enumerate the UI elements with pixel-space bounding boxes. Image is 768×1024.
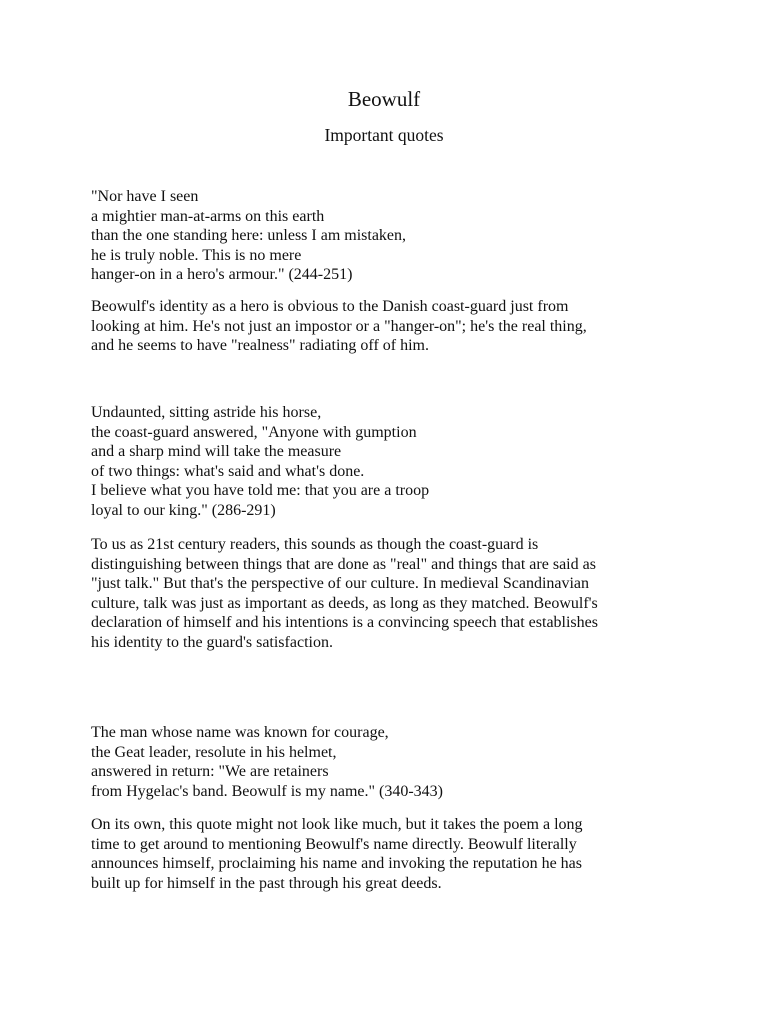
commentary-line: On its own, this quote might not look like much, but it takes the poem a long	[91, 816, 583, 833]
commentary-paragraph-1	[91, 297, 691, 356]
quote-line: he is truly noble. This is no mere	[91, 246, 302, 264]
quote-line: I believe what you have told me: that you are a troop	[91, 482, 430, 499]
commentary-line: built up for himself in the past through his great deeds.	[91, 874, 442, 892]
quote-line: loyal to our king." (286-291)	[91, 501, 276, 519]
commentary-line: "just talk." But that's the perspective of our culture. In medieval Scandinavian	[91, 575, 590, 592]
quote-line: hanger-on in a hero's armour." (244-251)	[91, 266, 353, 283]
commentary-line: To us as 21st century readers, this sounds as though the coast-guard is	[91, 536, 539, 553]
commentary-line: and he seems to have "realness" radiating off of him.	[91, 337, 429, 354]
quote-block-3	[91, 723, 691, 801]
commentary-line: Beowulf's identity as a hero is obvious to the Danish coast-guard just from	[91, 298, 569, 315]
commentary-line: announces himself, proclaiming his name and invoking the reputation he has	[91, 855, 582, 872]
quote-block-1	[91, 187, 691, 285]
quote-line: the coast-guard answered, "Anyone with gumption	[91, 423, 417, 441]
quote-line: and a sharp mind will take the measure	[91, 443, 342, 460]
quote-line: than the one standing here: unless I am mistaken,	[91, 227, 407, 244]
commentary-line: time to get around to mentioning Beowulf's name directly. Beowulf literally	[91, 835, 577, 853]
quote-line: answered in return: "We are retainers	[91, 763, 329, 780]
commentary-paragraph-2	[91, 535, 691, 652]
quote-line: a mightier man-at-arms on this earth	[91, 207, 325, 225]
quote-block-2	[91, 403, 691, 520]
quote-line: the Geat leader, resolute in his helmet,	[91, 743, 337, 761]
quote-line: The man whose name was known for courage,	[91, 724, 389, 741]
commentary-line: culture, talk was just as important as deeds, as long as they matched. Beowulf's	[91, 594, 598, 612]
commentary-line: distinguishing between things that are done as "real" and things that are said as	[91, 555, 596, 573]
commentary-line: declaration of himself and his intentions is a convincing speech that establishes	[91, 614, 598, 631]
commentary-line: his identity to the guard's satisfaction.	[91, 633, 333, 651]
quote-line: of two things: what's said and what's done.	[91, 462, 365, 480]
commentary-paragraph-3	[91, 815, 691, 893]
commentary-line: looking at him. He's not just an impostor or a "hanger-on"; he's the real thing,	[91, 317, 587, 335]
quote-line: from Hygelac's band. Beowulf is my name." (340-343)	[91, 782, 443, 800]
quote-line: Undaunted, sitting astride his horse,	[91, 404, 322, 421]
page-subtitle: Important quotes	[324, 125, 444, 145]
page-title: Beowulf	[347, 87, 421, 111]
quote-line: "Nor have I seen	[91, 188, 199, 205]
